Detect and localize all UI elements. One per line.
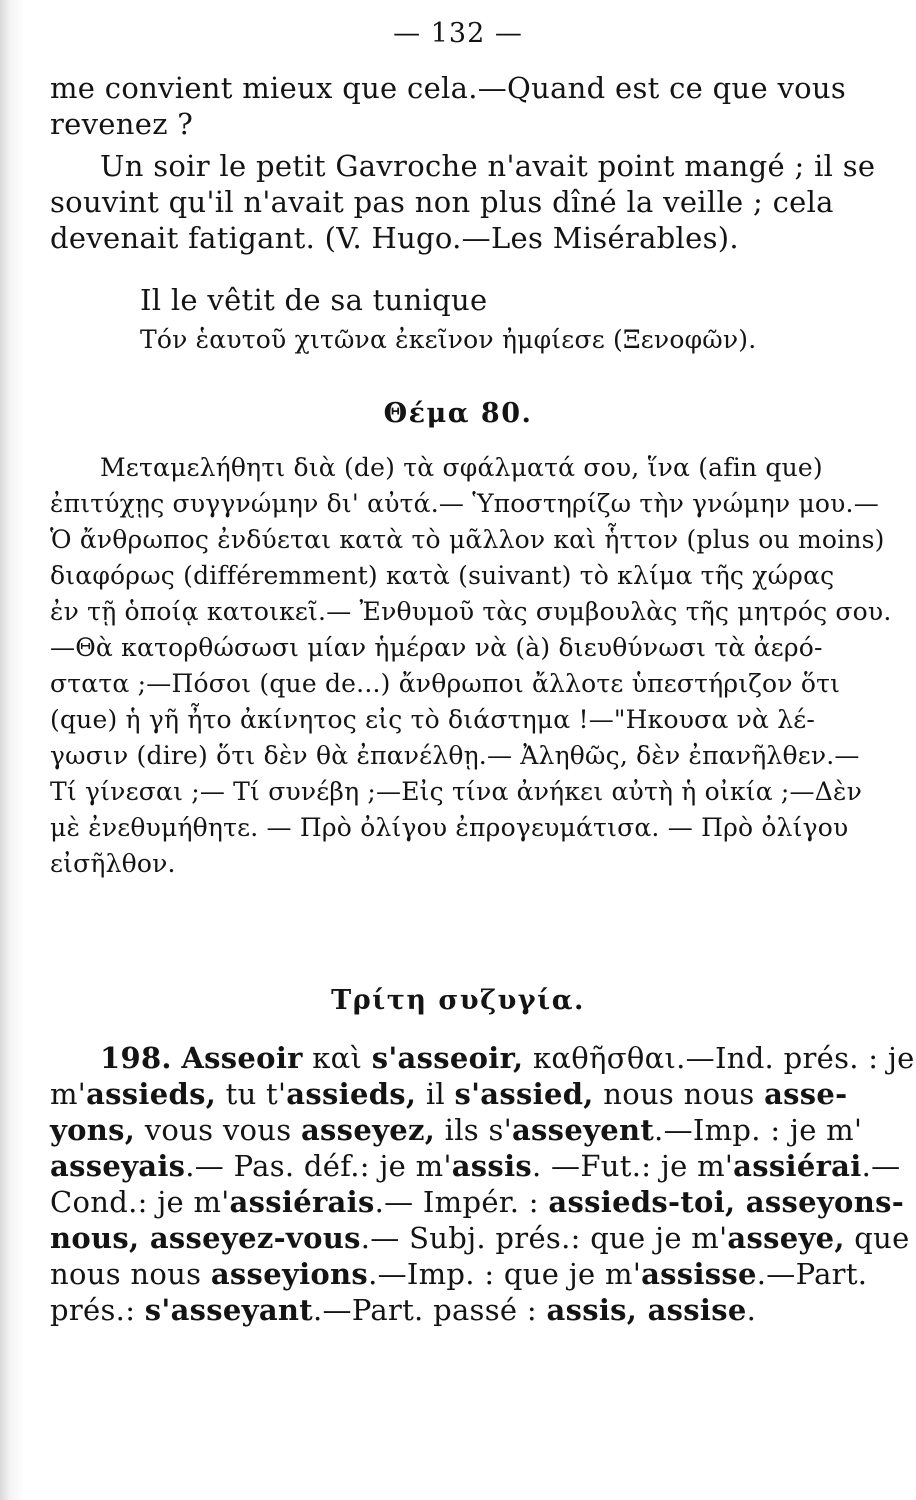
term-bold: Asseoir (181, 1041, 303, 1075)
text-line: διαφόρως (différemment) κατὰ (suivant) τὸ κλίμα τῆς χώρας (50, 561, 835, 590)
hugo-quote (50, 148, 880, 256)
term-bold: assieds-toi, asseyons- (548, 1185, 905, 1219)
term-bold: s'assied, (454, 1077, 594, 1111)
text-line (50, 1292, 880, 1328)
text-run: .—Imp. : je m' (654, 1113, 863, 1147)
text-line: Μεταμελήθητι διὰ (de) τὰ σφάλματά σου, ἵνα (afin que) (100, 453, 823, 482)
text-run: .—Imp. : que je m' (368, 1257, 642, 1291)
text-line (50, 1076, 880, 1112)
text-run: Cond.: je m' (50, 1185, 230, 1219)
text-run: . (746, 1293, 757, 1327)
term-bold: assieds, (286, 1077, 417, 1111)
text-line: ἐπιτύχῃς συγγνώμην δι' αὐτά.— Ὑποστηρίζω τὴν γνώμην μου.— (50, 489, 879, 518)
term-bold: assis (451, 1149, 533, 1183)
text-line: γωσιν (dire) ὅτι δὲν θὰ ἐπανέλθῃ.— Ἀληθῶς, δὲν ἐπανῆλθεν.— (50, 741, 860, 770)
term-bold: s'asseyant (144, 1293, 314, 1327)
text-line: souvint qu'il n'avait pas non plus dîné la veille ; cela (50, 185, 834, 219)
text-run: que (844, 1221, 910, 1255)
term-bold: asseyez, (300, 1113, 436, 1147)
text-line (50, 1148, 901, 1184)
term-bold: asseyent (511, 1113, 655, 1147)
section-heading: Τρίτη συζυγία. (331, 985, 585, 1016)
text-run: καθῆσθαι.—Ind. prés. : je (523, 1041, 915, 1075)
term-bold: yons, (50, 1113, 136, 1147)
text-line (50, 1040, 915, 1076)
paragraph-198 (50, 1040, 915, 1328)
term-bold: asseyais (50, 1149, 186, 1183)
text-line: εἰσῆλθον. (50, 849, 176, 878)
text-run: ils s' (435, 1113, 512, 1147)
term-bold: assisse (641, 1257, 757, 1291)
term-bold: assiérai (733, 1149, 862, 1183)
text-run: .—Part. (756, 1257, 868, 1291)
text-line (50, 1220, 910, 1256)
text-run: . —Fut.: je m' (532, 1149, 734, 1183)
text-line (50, 1184, 905, 1220)
text-run: tu t' (216, 1077, 287, 1111)
text-run: prés.: (50, 1293, 145, 1327)
term-bold: asseye, (727, 1221, 845, 1255)
text-line (50, 1112, 880, 1148)
term-bold: asse- (764, 1077, 848, 1111)
text-line: me convient mieux que cela.—Quand est ce que vous (50, 71, 847, 105)
term-bold: assiérais (229, 1185, 375, 1219)
text-run: .— (861, 1149, 901, 1183)
text-line: ἐν τῇ ὁποίᾳ κατοικεῖ.— Ἐνθυμοῦ τὰς συμβουλὰς τῆς μητρός σου. (50, 597, 892, 626)
text-run: il (416, 1077, 455, 1111)
term-bold: asseyions (210, 1257, 369, 1291)
text-run: .— Subj. prés.: que je m' (360, 1221, 728, 1255)
text-line (50, 1256, 880, 1292)
text-run: vous vous (135, 1113, 301, 1147)
thema-heading: Θέμα 80. (383, 398, 533, 429)
text-run: nous nous (50, 1257, 211, 1291)
term-bold: assis, assise (546, 1293, 747, 1327)
text-line: revenez ? (50, 107, 194, 141)
term-bold: assieds, (86, 1077, 217, 1111)
text-line: Ὁ ἄνθρωπος ἐνδύεται κατὰ τὸ μᾶλλον καὶ ἧττον (plus ou moins) (50, 525, 885, 554)
page-number: — 132 — (393, 18, 523, 49)
thema-exercise (50, 450, 892, 882)
text-line: devenait fatigant. (V. Hugo.—Les Misérables). (50, 221, 739, 255)
text-run: m' (50, 1077, 87, 1111)
text-line: Un soir le petit Gavroche n'avait point mangé ; il se (100, 149, 876, 183)
text-run: .—Part. passé : (313, 1293, 547, 1327)
text-run: καὶ (302, 1041, 372, 1075)
text-line: (que) ἡ γῆ ἦτο ἀκίνητος εἰς τὸ διάστημα !—"Ηκουσα νὰ λέ- (50, 705, 816, 734)
example-french: Il le vêtit de sa tunique (140, 283, 488, 317)
term-bold: s'asseoir, (371, 1041, 524, 1075)
paragraph-number: 198. (100, 1041, 172, 1075)
text-line: στατα ;—Πόσοι (que de...) ἄνθρωποι ἄλλοτε ὑπεστήριζον ὅτι (50, 669, 841, 698)
example-pair (140, 282, 880, 358)
text-line: Τί γίνεσαι ;— Τί συνέβη ;—Εἰς τίνα ἀνήκει αὐτὴ ἡ οἰκία ;—Δὲν (50, 777, 863, 806)
text-run: .— Impér. : (374, 1185, 549, 1219)
text-line: —Θὰ κατορθώσωσι μίαν ἡμέραν νὰ (à) διευθύνωσι τὰ ἀερό- (50, 633, 823, 662)
intro-text (50, 70, 880, 142)
example-greek: Τόν ἑαυτοῦ χιτῶνα ἐκεῖνον ἠμφίεσε (Ξενοφῶν). (140, 325, 757, 354)
term-bold: nous, asseyez-vous (50, 1221, 361, 1255)
text-run: nous nous (593, 1077, 765, 1111)
text-run: .— Pas. déf.: je m' (185, 1149, 452, 1183)
text-line: μὲ ἐνεθυμήθητε. — Πρὸ ὀλίγου ἐπρογευμάτισα. — Πρὸ ὀλίγου (50, 813, 849, 842)
